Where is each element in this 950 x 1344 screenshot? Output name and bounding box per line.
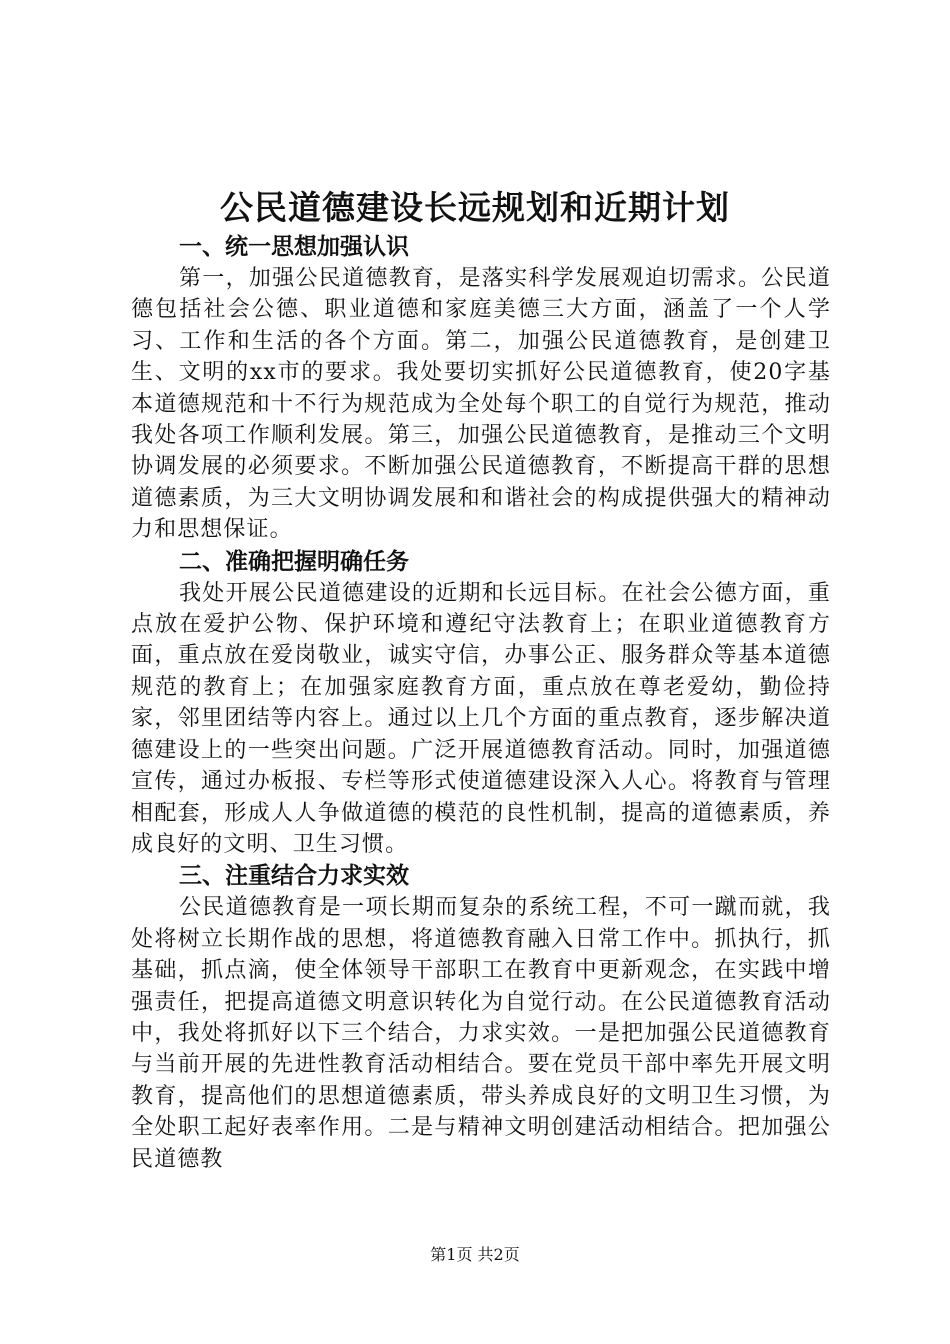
section-3 <box>131 860 831 1175</box>
section-2 <box>131 546 831 861</box>
section-paragraph: 公民道德教育是一项长期而复杂的系统工程，不可一蹴而就，我处将树立长期作战的思想，将道德教育融入日常工作中。抓执行，抓基础，抓点滴，使全体领导干部职工在教育中更新观念，在实践中增强责任，把提高道德文明意识转化为自觉行动。在公民道德教育活动中，我处将抓好以下三个结合，力求实效。一是把加强公民道德教育与当前开展的先进性教育活动相结合。要在党员干部中率先开展文明教育，提高他们的思想道德素质，带头养成良好的文明卫生习惯，为全处职工起好表率作用。二是与精神文明创建活动相结合。把加强公民道德教 <box>131 895 831 1172</box>
section-paragraph: 第一，加强公民道德教育，是落实科学发展观迫切需求。公民道德包括社会公德、职业道德和家庭美德三大方面，涵盖了一个人学习、工作和生活的各个方面。第二，加强公民道德教育，是创建卫生、文明的xx市的要求。我处要切实抓好公民道德教育，使20字基本道德规范和十不行为规范成为全处每个职工的自觉行为规范，推动我处各项工作顺利发展。第三，加强公民道德教育，是推动三个文明协调发展的必须要求。不断加强公民道德教育，不断提高干群的思想道德素质，为三大文明协调发展和和谐社会的构成提供强大的精神动力和思想保证。 <box>131 266 831 543</box>
section-1 <box>131 231 831 546</box>
document-body <box>131 231 831 1175</box>
section-heading: 三、注重结合力求实效 <box>179 863 409 890</box>
document-title: 公民道德建设长远规划和近期计划 <box>220 188 730 227</box>
section-heading: 二、准确把握明确任务 <box>179 548 409 575</box>
section-heading: 一、统一思想加强认识 <box>179 234 409 260</box>
section-paragraph: 我处开展公民道德建设的近期和长远目标。在社会公德方面，重点放在爱护公物、保护环境和遵纪守法教育上；在职业道德教育方面，重点放在爱岗敬业，诚实守信，办事公正、服务群众等基本道德规范的教育上；在加强家庭教育方面，重点放在尊老爱幼，勤俭持家，邻里团结等内容上。通过以上几个方面的重点教育，逐步解决道德建设上的一些突出问题。广泛开展道德教育活动。同时，加强道德宣传，通过办板报、专栏等形式使道德建设深入人心。将教育与管理相配套，形成人人争做道德的模范的良性机制，提高的道德素质，养成良好的文明、卫生习惯。 <box>131 580 831 857</box>
page-number-footer: 第1页 共2页 <box>430 1245 520 1264</box>
